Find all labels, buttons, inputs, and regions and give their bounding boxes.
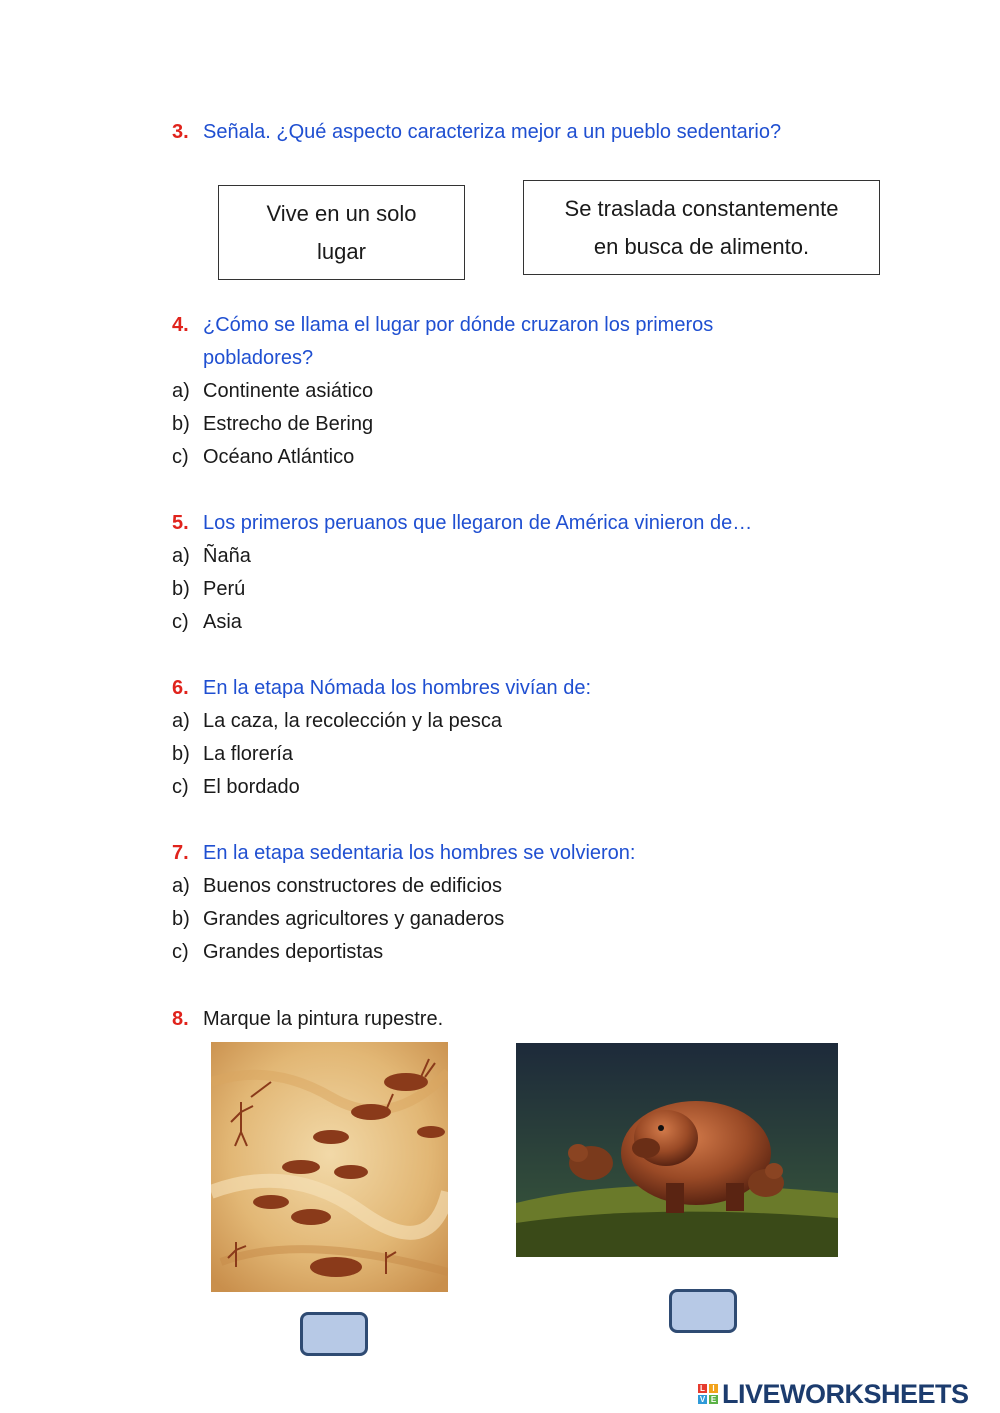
option-letter: c) (172, 611, 189, 633)
question-8 (172, 1003, 443, 1036)
option-text: El bordado (203, 776, 300, 798)
option-item[interactable] (172, 573, 245, 606)
answer-box-line: en busca de alimento. (593, 233, 810, 259)
question-number: 5. (172, 512, 189, 534)
option-text: Continente asiático (203, 380, 374, 402)
question-text-continued: pobladores? (203, 347, 314, 369)
question-number: 8. (172, 1008, 189, 1030)
option-item[interactable] (172, 408, 373, 441)
cave-painting-illustration (211, 1042, 448, 1292)
question-text: Marque la pintura rupestre. (203, 1008, 444, 1030)
question-5 (172, 507, 752, 540)
option-letter: c) (172, 941, 189, 963)
question-3 (172, 116, 781, 149)
cave-painting-image (211, 1042, 448, 1292)
option-text: Grandes deportistas (203, 941, 384, 963)
bear-illustration (516, 1043, 838, 1257)
option-letter: a) (172, 380, 190, 402)
option-letter: b) (172, 743, 190, 765)
logo-letter: L (698, 1384, 707, 1393)
question-number: 3. (172, 121, 189, 143)
option-text: Grandes agricultores y ganaderos (203, 908, 505, 930)
option-item[interactable] (172, 870, 502, 903)
question-6 (172, 672, 591, 705)
question-text: En la etapa Nómada los hombres vivían de: (203, 677, 591, 699)
answer-box-line: Vive en un solo (266, 200, 417, 226)
question-number: 4. (172, 314, 189, 336)
question-number: 6. (172, 677, 189, 699)
option-item[interactable] (172, 936, 383, 969)
option-letter: b) (172, 413, 190, 435)
liveworksheets-logo (698, 1378, 969, 1410)
question-4 (172, 309, 713, 375)
answer-box-vive-en-un-solo-lugar[interactable] (218, 185, 465, 280)
question-text: Señala. ¿Qué aspecto caracteriza mejor a un pueblo sedentario? (203, 121, 782, 143)
logo-text: LIVEWORKSHEETS (722, 1378, 969, 1409)
option-item[interactable] (172, 441, 354, 474)
answer-box-se-traslada[interactable] (523, 180, 880, 275)
option-text: Estrecho de Bering (203, 413, 374, 435)
option-item[interactable] (172, 606, 242, 639)
option-text: Buenos constructores de edificios (203, 875, 503, 897)
option-letter: a) (172, 875, 190, 897)
question-text: Los primeros peruanos que llegaron de América vinieron de… (203, 512, 753, 534)
question-text: ¿Cómo se llama el lugar por dónde cruzaron los primeros (203, 314, 714, 336)
answer-box-line: Se traslada constantemente (564, 195, 839, 221)
answer-box-line: lugar (317, 238, 366, 264)
question-text: En la etapa sedentaria los hombres se volvieron: (203, 842, 636, 864)
option-text: Océano Atlántico (203, 446, 355, 468)
option-letter: a) (172, 545, 190, 567)
option-item[interactable] (172, 771, 300, 804)
logo-letter: E (710, 1395, 717, 1404)
question-7 (172, 837, 635, 870)
option-letter: b) (172, 578, 190, 600)
option-item[interactable] (172, 738, 293, 771)
option-item[interactable] (172, 705, 502, 738)
logo-letter: I (709, 1384, 718, 1393)
option-text: Perú (203, 578, 246, 600)
option-text: La caza, la recolección y la pesca (203, 710, 503, 732)
question-number: 7. (172, 842, 189, 864)
option-text: Ñaña (203, 545, 251, 567)
logo-mark-icon (698, 1384, 718, 1404)
option-text: Asia (203, 611, 242, 633)
logo-letter: V (699, 1395, 706, 1404)
option-item[interactable] (172, 540, 251, 573)
option-letter: c) (172, 446, 189, 468)
option-text: La florería (203, 743, 294, 765)
option-item[interactable] (172, 903, 504, 936)
answer-checkbox-cave-painting[interactable] (300, 1312, 368, 1356)
option-letter: a) (172, 710, 190, 732)
answer-checkbox-bear-painting[interactable] (669, 1289, 737, 1333)
option-letter: b) (172, 908, 190, 930)
bear-painting-image (516, 1043, 838, 1257)
option-item[interactable] (172, 375, 373, 408)
option-letter: c) (172, 776, 189, 798)
